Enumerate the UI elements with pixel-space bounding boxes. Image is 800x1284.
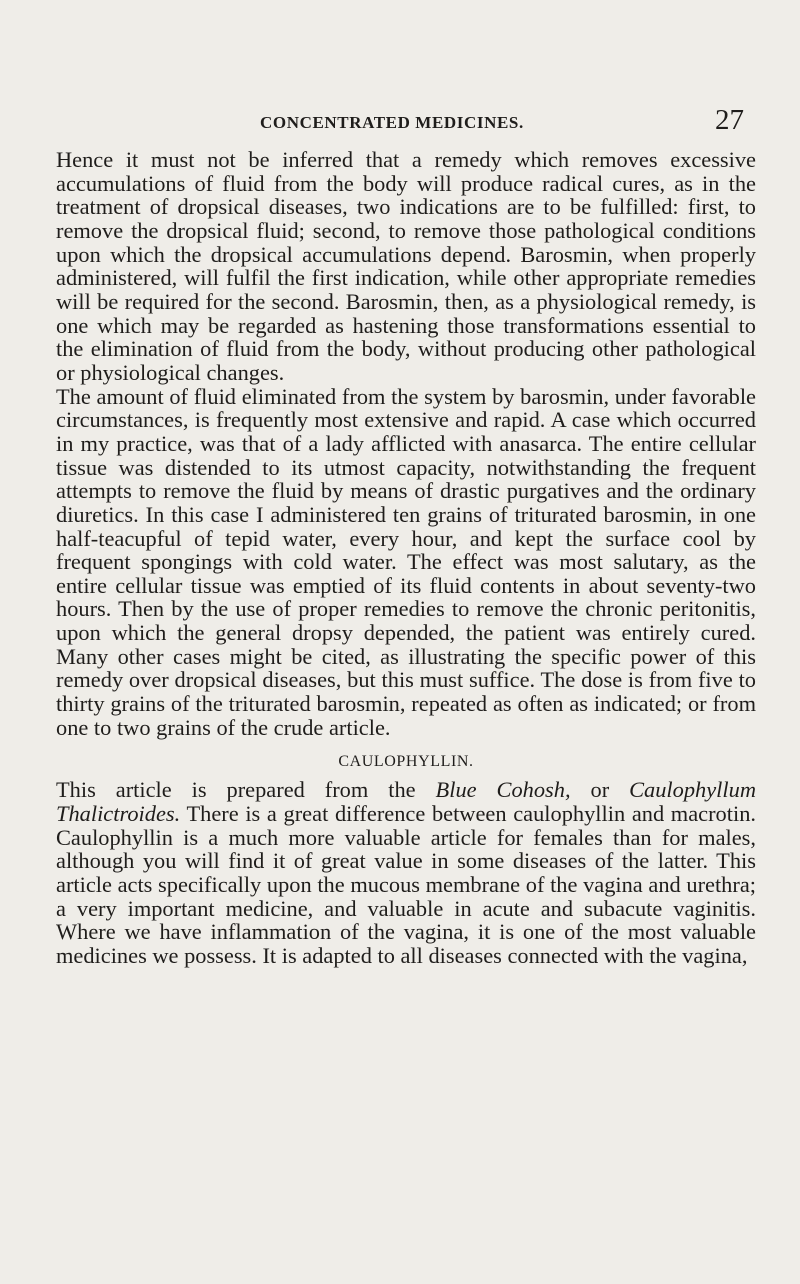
italic-term: Blue Cohosh, (435, 777, 571, 803)
running-head (260, 103, 744, 137)
section-heading: CAULOPHYLLIN. (338, 753, 474, 771)
running-title: CONCENTRATED MEDICINES. (260, 113, 524, 132)
paragraph (56, 778, 756, 967)
italic-term: Caulophyllum Thalictroides. (56, 777, 756, 827)
page-number: 27 (715, 104, 744, 136)
body-text (56, 148, 756, 968)
paragraph: Hence it must not be inferred that a remedy which removes excessive accumulations of fluid from the body will produce radical cures, as in the treatment of dropsical diseases, two indications are to be fulfilled: first, to remove the dropsical fluid; second, to remove those pathological conditions upon which the dropsical accumulations depend. Barosmin, when properly administered, will fulfil the first indication, while other appropriate remedies will be required for the second. Barosmin, then, as a physiological remedy, is one which may be regarded as hastening those transformations essential to the elimination of fluid from the body, without producing other pathological or physiological changes. (56, 147, 756, 385)
paragraph-text: This article is prepared from the (56, 777, 436, 803)
paragraph: The amount of fluid eliminated from the system by barosmin, under favorable circumstances, is frequently most extensive and rapid. A case which occurred in my practice, was that of a lady afflicted with anasarca. The entire cellular tissue was distended to its utmost capacity, notwithstanding the frequent attempts to remove the fluid by means of drastic purgatives and the ordinary diuretics. In this case I administered ten grains of triturated barosmin, in one half-teacupful of tepid water, every hour, and kept the surface cool by frequent spongings with cold water. The effect was most salutary, as the entire cellular tissue was emptied of its fluid contents in about seventy-two hours. Then by the use of proper remedies to remove the chronic peritonitis, upon which the general dropsy depended, the patient was entirely cured. Many other cases might be cited, as illustrating the specific power of this remedy over dropsical diseases, but this must suffice. The dose is from five to thirty grains of the triturated barosmin, repeated as often as indicated; or from one to two grains of the crude article. (56, 383, 756, 740)
paragraph-text: or (570, 777, 630, 803)
paragraph-text: There is a great difference between caulophyllin and macrotin. Caulophyllin is a much more valuable article for females than for males, although you will find it of great value in some diseases of the latter. This article acts specifically upon the mucous membrane of the vagina and urethra; a very important medicine, and valuable in acute and subacute vaginitis. Where we have inflammation of the vagina, it is one of the most valuable medicines we possess. It is adapted to all diseases connected with the vagina, (56, 801, 756, 968)
